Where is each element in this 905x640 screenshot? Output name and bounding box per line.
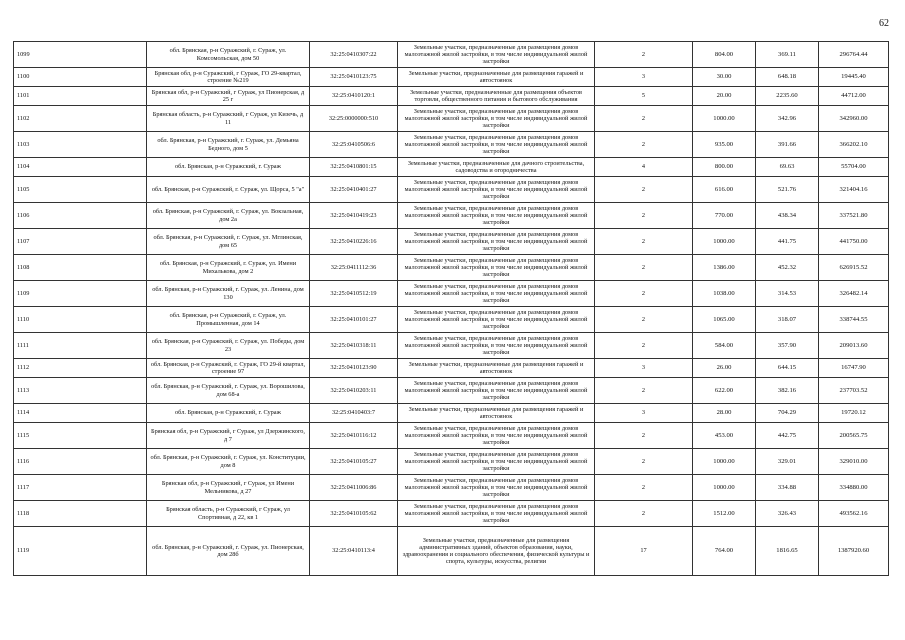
- rate-cell: 318.07: [756, 307, 819, 333]
- address-cell: Брянская обл, р-н Суражский, г Сураж, ул Имени Мельникова, д 27: [147, 475, 310, 501]
- rate-cell: 704.29: [756, 404, 819, 423]
- rate-cell: 382.16: [756, 378, 819, 404]
- row-number-cell: 1112: [14, 359, 147, 378]
- address-cell: обл. Брянская, р-н Суражский, г. Сураж, ГО 29-й квартал, строение 97: [147, 359, 310, 378]
- cadastral-number-cell: 32:25:0410123:75: [310, 68, 398, 87]
- land-use-cell: Земельные участки, предназначенные для размещения объектов торговли, общественного питания и бытового обслуживания: [398, 87, 595, 106]
- address-cell: Брянская обл, р-н Суражский, г Сураж, ГО 29-квартал, строение №219: [147, 68, 310, 87]
- address-cell: обл. Брянская, р-н Суражский, г. Сураж, ул. Вокзальная, дом 2а: [147, 203, 310, 229]
- table-row: [14, 106, 889, 132]
- table-body: [14, 42, 889, 576]
- land-use-cell: Земельные участки, предназначенные для размещения домов малоэтажной жилой застройки, в том числе индивидуальной жилой застройки: [398, 378, 595, 404]
- address-cell: обл. Брянская, р-н Суражский, г. Сураж, ул. Щорса, 5 "а": [147, 177, 310, 203]
- land-use-cell: Земельные участки, предназначенные для размещения административных зданий, объектов образования, науки, здравоохранения и социального обеспечения, физической культуры и спорта, культуры, искусства, религии: [398, 527, 595, 576]
- rate-cell: 314.53: [756, 281, 819, 307]
- group-number-cell: 4: [595, 158, 693, 177]
- area-cell: 26.00: [693, 359, 756, 378]
- group-number-cell: 2: [595, 132, 693, 158]
- table-row: [14, 333, 889, 359]
- cadastral-value-cell: 296764.44: [819, 42, 889, 68]
- cadastral-value-cell: 16747.90: [819, 359, 889, 378]
- row-number-cell: 1116: [14, 449, 147, 475]
- land-registry-table: [13, 41, 889, 576]
- area-cell: 935.00: [693, 132, 756, 158]
- group-number-cell: 2: [595, 281, 693, 307]
- cadastral-value-cell: 329010.00: [819, 449, 889, 475]
- cadastral-value-cell: 19445.40: [819, 68, 889, 87]
- address-cell: обл. Брянская, р-н Суражский, г. Сураж, ул. Имени Михалькова, дом 2: [147, 255, 310, 281]
- area-cell: 1000.00: [693, 449, 756, 475]
- table-row: [14, 281, 889, 307]
- area-cell: 622.00: [693, 378, 756, 404]
- cadastral-value-cell: 626915.52: [819, 255, 889, 281]
- address-cell: обл. Брянская, р-н Суражский, г. Сураж, ул. Победы, дом 23: [147, 333, 310, 359]
- table-row: [14, 203, 889, 229]
- group-number-cell: 2: [595, 475, 693, 501]
- cadastral-number-cell: 32:25:0410801:15: [310, 158, 398, 177]
- row-number-cell: 1103: [14, 132, 147, 158]
- table-row: [14, 42, 889, 68]
- land-use-cell: Земельные участки, предназначенные для дачного строительства, садоводства и огородничества: [398, 158, 595, 177]
- land-use-cell: Земельные участки, предназначенные для размещения гаражей и автостоянок: [398, 404, 595, 423]
- address-cell: Брянская область, р-н Суражский, г Сураж, ул Кизечь, д 11: [147, 106, 310, 132]
- area-cell: 1000.00: [693, 106, 756, 132]
- row-number-cell: 1107: [14, 229, 147, 255]
- land-use-cell: Земельные участки, предназначенные для размещения гаражей и автостоянок: [398, 359, 595, 378]
- rate-cell: 334.88: [756, 475, 819, 501]
- group-number-cell: 2: [595, 333, 693, 359]
- cadastral-value-cell: 326482.14: [819, 281, 889, 307]
- group-number-cell: 2: [595, 177, 693, 203]
- group-number-cell: 2: [595, 449, 693, 475]
- row-number-cell: 1108: [14, 255, 147, 281]
- address-cell: Брянская обл, р-н Суражский, г Сураж, ул Пионерская, д 25 г: [147, 87, 310, 106]
- group-number-cell: 2: [595, 501, 693, 527]
- address-cell: обл. Брянская, р-н Суражский, г. Сураж: [147, 158, 310, 177]
- land-use-cell: Земельные участки, предназначенные для размещения домов малоэтажной жилой застройки, в том числе индивидуальной жилой застройки: [398, 203, 595, 229]
- cadastral-value-cell: 334880.00: [819, 475, 889, 501]
- row-number-cell: 1114: [14, 404, 147, 423]
- row-number-cell: 1102: [14, 106, 147, 132]
- group-number-cell: 2: [595, 42, 693, 68]
- row-number-cell: 1106: [14, 203, 147, 229]
- table-row: [14, 255, 889, 281]
- address-cell: обл. Брянская, р-н Суражский, г. Сураж, ул. Ворошилова, дом 68-а: [147, 378, 310, 404]
- row-number-cell: 1111: [14, 333, 147, 359]
- table-row: [14, 158, 889, 177]
- address-cell: обл. Брянская, р-н Суражский, г. Сураж, ул. Демьяна Бедного, дом 5: [147, 132, 310, 158]
- address-cell: обл. Брянская, р-н Суражский, г. Сураж, ул. Промышленная, дом 14: [147, 307, 310, 333]
- cadastral-number-cell: 32:25:0410318:11: [310, 333, 398, 359]
- area-cell: 28.00: [693, 404, 756, 423]
- cadastral-value-cell: 44712.00: [819, 87, 889, 106]
- area-cell: 453.00: [693, 423, 756, 449]
- area-cell: 584.00: [693, 333, 756, 359]
- group-number-cell: 2: [595, 255, 693, 281]
- table-row: [14, 527, 889, 576]
- table-row: [14, 307, 889, 333]
- area-cell: 20.00: [693, 87, 756, 106]
- cadastral-number-cell: 32:25:0411006:86: [310, 475, 398, 501]
- address-cell: обл. Брянская, р-н Суражский, г. Сураж: [147, 404, 310, 423]
- cadastral-number-cell: 32:25:0410113:4: [310, 527, 398, 576]
- land-use-cell: Земельные участки, предназначенные для размещения домов малоэтажной жилой застройки, в том числе индивидуальной жилой застройки: [398, 42, 595, 68]
- cadastral-number-cell: 32:25:0410116:12: [310, 423, 398, 449]
- cadastral-value-cell: 55704.00: [819, 158, 889, 177]
- row-number-cell: 1099: [14, 42, 147, 68]
- cadastral-number-cell: 32:25:0410512:19: [310, 281, 398, 307]
- cadastral-number-cell: 32:25:0410120:1: [310, 87, 398, 106]
- land-use-cell: Земельные участки, предназначенные для размещения домов малоэтажной жилой застройки, в том числе индивидуальной жилой застройки: [398, 449, 595, 475]
- land-use-cell: Земельные участки, предназначенные для размещения домов малоэтажной жилой застройки, в том числе индивидуальной жилой застройки: [398, 501, 595, 527]
- cadastral-number-cell: 32:25:0410401:27: [310, 177, 398, 203]
- cadastral-number-cell: 32:25:0410403:7: [310, 404, 398, 423]
- group-number-cell: 2: [595, 378, 693, 404]
- cadastral-number-cell: 32:25:0000000:510: [310, 106, 398, 132]
- rate-cell: 521.76: [756, 177, 819, 203]
- cadastral-value-cell: 337521.80: [819, 203, 889, 229]
- area-cell: 1000.00: [693, 229, 756, 255]
- table-row: [14, 501, 889, 527]
- address-cell: Брянская область, р-н Суражский, г Сураж, ул Спортивная, д 22, кв 1: [147, 501, 310, 527]
- land-use-cell: Земельные участки, предназначенные для размещения домов малоэтажной жилой застройки, в том числе индивидуальной жилой застройки: [398, 229, 595, 255]
- table-row: [14, 229, 889, 255]
- area-cell: 1065.00: [693, 307, 756, 333]
- cadastral-value-cell: 441750.00: [819, 229, 889, 255]
- group-number-cell: 2: [595, 423, 693, 449]
- land-use-cell: Земельные участки, предназначенные для размещения домов малоэтажной жилой застройки, в том числе индивидуальной жилой застройки: [398, 475, 595, 501]
- rate-cell: 1816.65: [756, 527, 819, 576]
- cadastral-value-cell: 209013.60: [819, 333, 889, 359]
- group-number-cell: 3: [595, 68, 693, 87]
- rate-cell: 326.43: [756, 501, 819, 527]
- cadastral-value-cell: 1387920.60: [819, 527, 889, 576]
- cadastral-value-cell: 338744.55: [819, 307, 889, 333]
- cadastral-number-cell: 32:25:0410226:16: [310, 229, 398, 255]
- cadastral-value-cell: 493562.16: [819, 501, 889, 527]
- rate-cell: 644.15: [756, 359, 819, 378]
- area-cell: 616.00: [693, 177, 756, 203]
- rate-cell: 438.34: [756, 203, 819, 229]
- rate-cell: 441.75: [756, 229, 819, 255]
- group-number-cell: 2: [595, 106, 693, 132]
- table-row: [14, 423, 889, 449]
- row-number-cell: 1100: [14, 68, 147, 87]
- cadastral-number-cell: 32:25:0411112:36: [310, 255, 398, 281]
- row-number-cell: 1101: [14, 87, 147, 106]
- area-cell: 800.00: [693, 158, 756, 177]
- group-number-cell: 2: [595, 203, 693, 229]
- rate-cell: 452.32: [756, 255, 819, 281]
- cadastral-number-cell: 32:25:0410419:23: [310, 203, 398, 229]
- rate-cell: 648.18: [756, 68, 819, 87]
- table-row: [14, 87, 889, 106]
- address-cell: обл. Брянская, р-н Суражский, г. Сураж, ул. Пионерская, дом 28б: [147, 527, 310, 576]
- land-use-cell: Земельные участки, предназначенные для размещения домов малоэтажной жилой застройки, в том числе индивидуальной жилой застройки: [398, 132, 595, 158]
- cadastral-number-cell: 32:25:0410105:27: [310, 449, 398, 475]
- group-number-cell: 3: [595, 359, 693, 378]
- cadastral-value-cell: 200565.75: [819, 423, 889, 449]
- row-number-cell: 1118: [14, 501, 147, 527]
- table-row: [14, 404, 889, 423]
- cadastral-value-cell: 19720.12: [819, 404, 889, 423]
- group-number-cell: 2: [595, 229, 693, 255]
- land-use-cell: Земельные участки, предназначенные для размещения домов малоэтажной жилой застройки, в том числе индивидуальной жилой застройки: [398, 333, 595, 359]
- cadastral-value-cell: 366202.10: [819, 132, 889, 158]
- rate-cell: 2235.60: [756, 87, 819, 106]
- table-row: [14, 132, 889, 158]
- area-cell: 30.00: [693, 68, 756, 87]
- table-row: [14, 475, 889, 501]
- area-cell: 764.00: [693, 527, 756, 576]
- row-number-cell: 1119: [14, 527, 147, 576]
- area-cell: 770.00: [693, 203, 756, 229]
- land-use-cell: Земельные участки, предназначенные для размещения домов малоэтажной жилой застройки, в том числе индивидуальной жилой застройки: [398, 281, 595, 307]
- table-row: [14, 449, 889, 475]
- area-cell: 1038.00: [693, 281, 756, 307]
- cadastral-number-cell: 32:25:0410203:11: [310, 378, 398, 404]
- cadastral-value-cell: 321404.16: [819, 177, 889, 203]
- cadastral-value-cell: 342960.00: [819, 106, 889, 132]
- rate-cell: 357.90: [756, 333, 819, 359]
- address-cell: Брянская обл, р-н Суражский, г Сураж, ул Дзержинского, д 7: [147, 423, 310, 449]
- land-use-cell: Земельные участки, предназначенные для размещения домов малоэтажной жилой застройки, в том числе индивидуальной жилой застройки: [398, 255, 595, 281]
- table-row: [14, 378, 889, 404]
- row-number-cell: 1117: [14, 475, 147, 501]
- rate-cell: 391.66: [756, 132, 819, 158]
- table-row: [14, 177, 889, 203]
- area-cell: 804.00: [693, 42, 756, 68]
- rate-cell: 329.01: [756, 449, 819, 475]
- row-number-cell: 1115: [14, 423, 147, 449]
- area-cell: 1386.00: [693, 255, 756, 281]
- rate-cell: 442.75: [756, 423, 819, 449]
- address-cell: обл. Брянская, р-н Суражский, г. Сураж, ул. Конституции, дом 8: [147, 449, 310, 475]
- rate-cell: 342.96: [756, 106, 819, 132]
- row-number-cell: 1104: [14, 158, 147, 177]
- rate-cell: 69.63: [756, 158, 819, 177]
- table-row: [14, 359, 889, 378]
- cadastral-number-cell: 32:25:0410307:22: [310, 42, 398, 68]
- group-number-cell: 2: [595, 307, 693, 333]
- land-use-cell: Земельные участки, предназначенные для размещения домов малоэтажной жилой застройки, в том числе индивидуальной жилой застройки: [398, 423, 595, 449]
- land-use-cell: Земельные участки, предназначенные для размещения домов малоэтажной жилой застройки, в том числе индивидуальной жилой застройки: [398, 307, 595, 333]
- group-number-cell: 3: [595, 404, 693, 423]
- group-number-cell: 5: [595, 87, 693, 106]
- group-number-cell: 17: [595, 527, 693, 576]
- land-use-cell: Земельные участки, предназначенные для размещения гаражей и автостоянок: [398, 68, 595, 87]
- row-number-cell: 1109: [14, 281, 147, 307]
- address-cell: обл. Брянская, р-н Суражский, г. Сураж, ул. Мглинская, дом 65: [147, 229, 310, 255]
- page-number: 62: [879, 18, 889, 29]
- row-number-cell: 1105: [14, 177, 147, 203]
- row-number-cell: 1113: [14, 378, 147, 404]
- address-cell: обл. Брянская, р-н Суражский, г. Сураж, ул. Ленина, дом 130: [147, 281, 310, 307]
- cadastral-value-cell: 237703.52: [819, 378, 889, 404]
- land-use-cell: Земельные участки, предназначенные для размещения домов малоэтажной жилой застройки, в том числе индивидуальной жилой застройки: [398, 106, 595, 132]
- row-number-cell: 1110: [14, 307, 147, 333]
- area-cell: 1512.00: [693, 501, 756, 527]
- address-cell: обл. Брянская, р-н Суражский, г. Сураж, ул. Комсомольская, дом 50: [147, 42, 310, 68]
- cadastral-number-cell: 32:25:0410105:62: [310, 501, 398, 527]
- cadastral-number-cell: 32:25:0410101:27: [310, 307, 398, 333]
- cadastral-number-cell: 32:25:0410123:90: [310, 359, 398, 378]
- area-cell: 1000.00: [693, 475, 756, 501]
- cadastral-number-cell: 32:25:0410506:6: [310, 132, 398, 158]
- rate-cell: 369.11: [756, 42, 819, 68]
- land-use-cell: Земельные участки, предназначенные для размещения домов малоэтажной жилой застройки, в том числе индивидуальной жилой застройки: [398, 177, 595, 203]
- table-row: [14, 68, 889, 87]
